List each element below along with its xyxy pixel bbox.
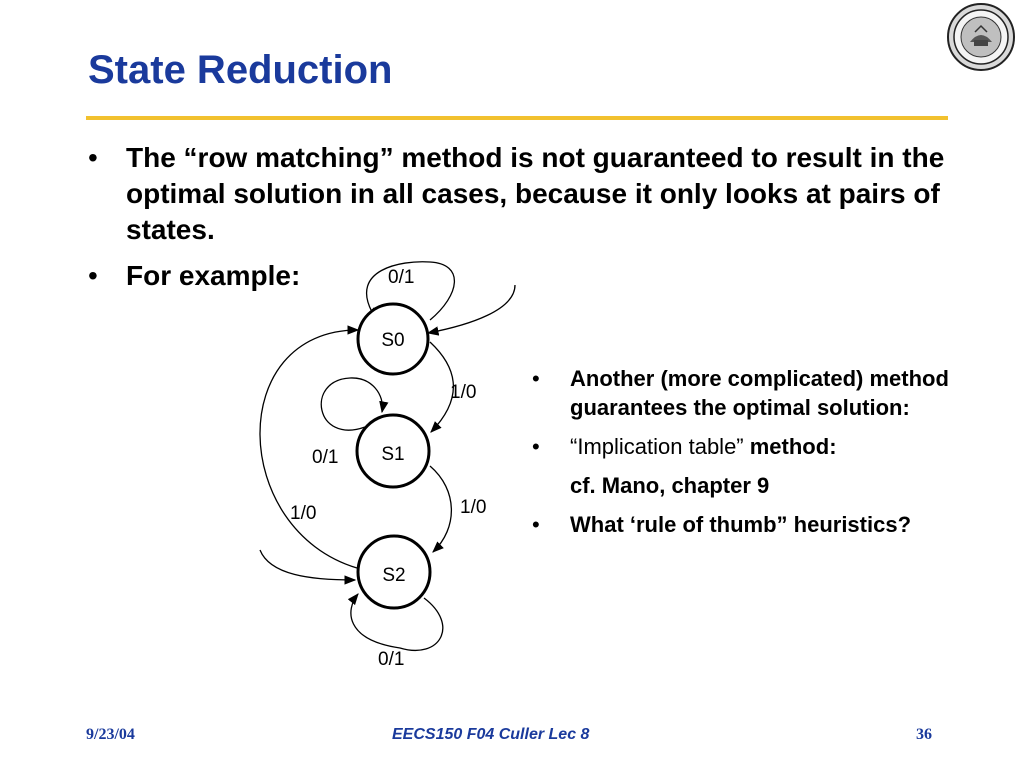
label-s2-self: 0/1: [378, 649, 405, 670]
side-bullet-list: [532, 364, 972, 549]
transition-s1-to-s2: [430, 466, 451, 552]
side-bullet-mano-reference: cf. Mano, chapter 9: [570, 473, 770, 498]
footer-course: EECS150 F04 Culler Lec 8: [392, 726, 590, 743]
label-s1-to-s2: 1/0: [460, 497, 487, 518]
label-s0-to-s1: 1/0: [450, 382, 477, 403]
slide-title: State Reduction: [88, 48, 393, 92]
label-s2-to-s0: 1/0: [290, 503, 317, 524]
side-bullet-another-method: • Another (more complicated) method guarantees the optimal solution:: [532, 366, 949, 420]
side-bullet-implication-table: • “Implication table” method: cf. Mano, chapter 9: [532, 432, 972, 500]
bullet-for-example: • For example:: [88, 260, 301, 291]
footer-date: 9/23/04: [86, 726, 135, 743]
label-s1-self: 0/1: [312, 447, 339, 468]
label-s0-self: 0/1: [388, 267, 415, 288]
state-s2-label: S2: [382, 565, 406, 586]
bullet-row-matching: • The “row matching” method is not guaranteed to result in the optimal solution in all cases, because it only looks at pairs of states.: [88, 142, 945, 245]
transition-s2-to-s0: [260, 330, 358, 568]
side-bullet-rule-of-thumb: • What ‘rule of thumb” heuristics?: [532, 512, 912, 537]
state-s1-label: S1: [381, 444, 405, 465]
footer-page-number: 36: [916, 726, 932, 743]
state-s0-label: S0: [381, 330, 405, 351]
transition-s2-entry: [260, 550, 355, 580]
